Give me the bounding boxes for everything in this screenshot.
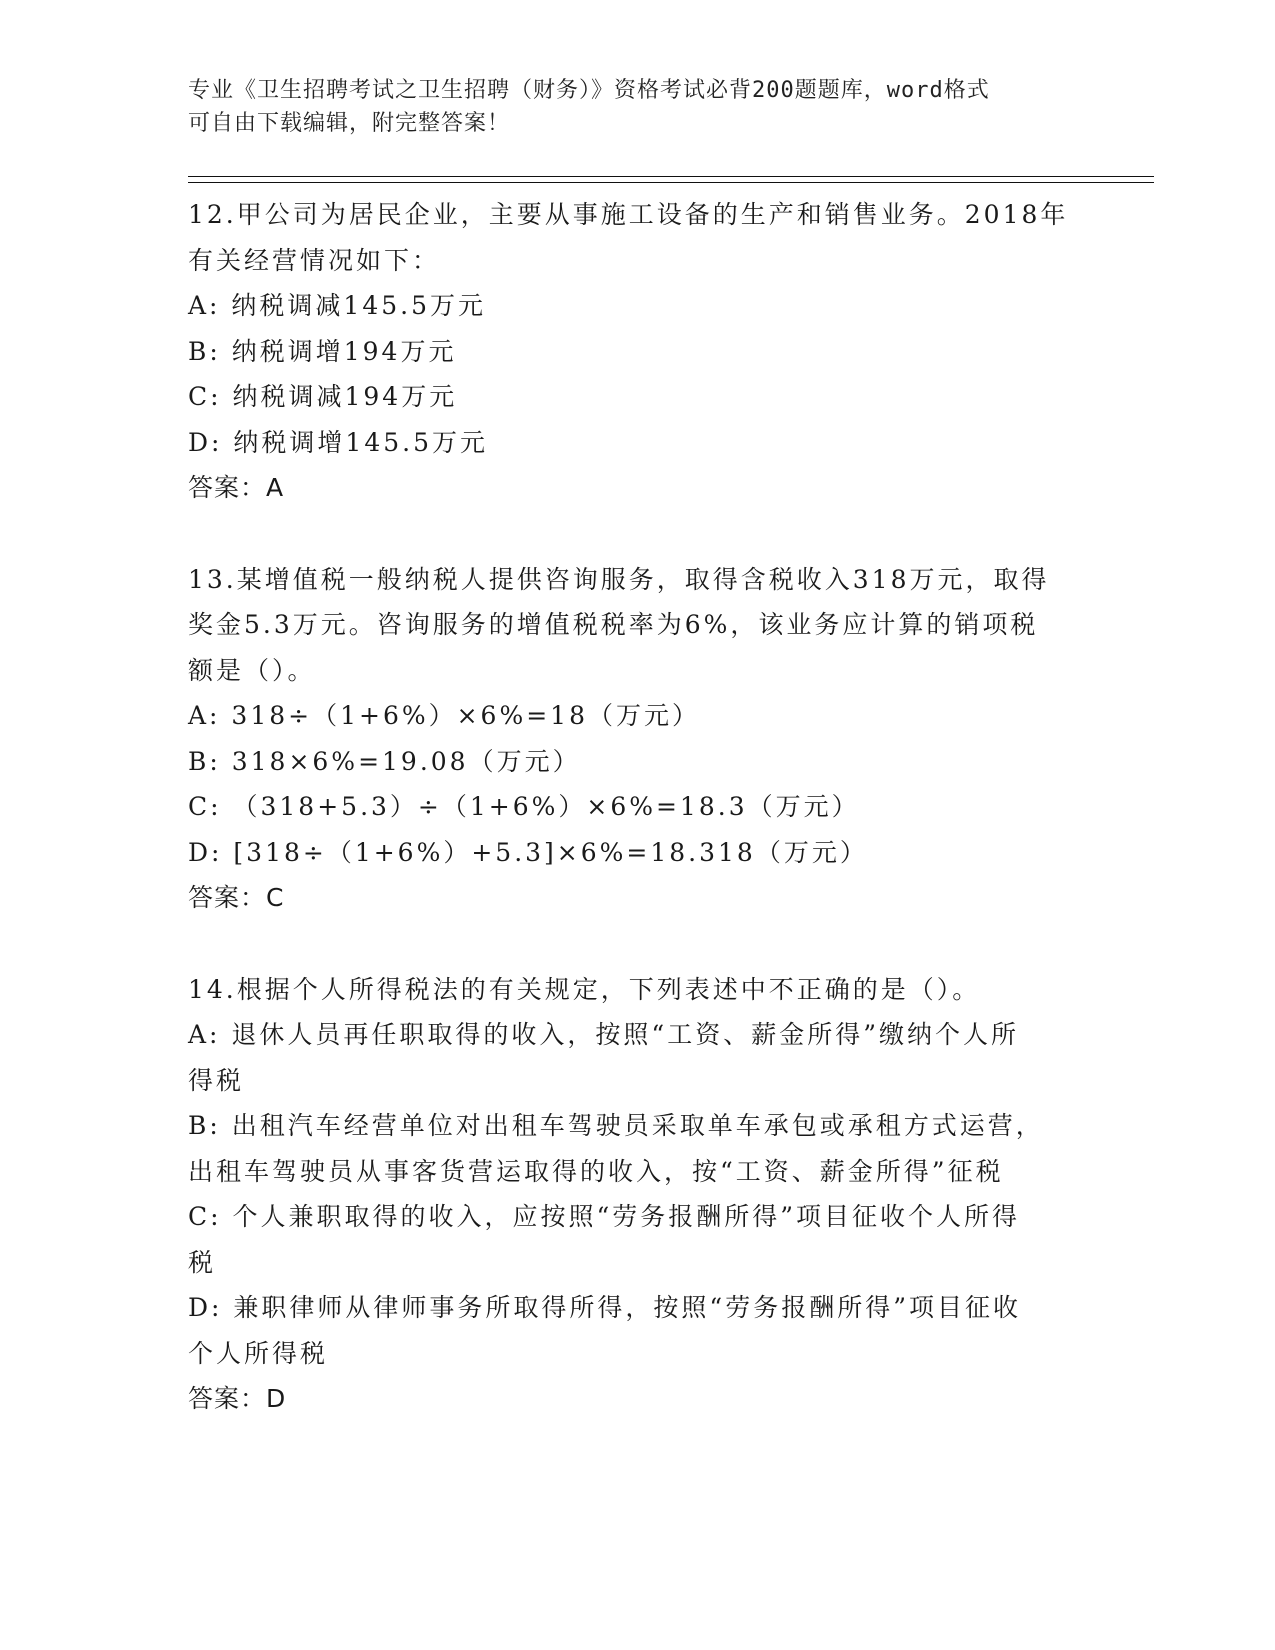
question-14 bbox=[188, 967, 1088, 1422]
option-d-continued: 个人所得税 bbox=[188, 1338, 329, 1368]
option-b-continued: 出租车驾驶员从事客货营运取得的收入，按“工资、薪金所得”征税 bbox=[188, 1156, 1004, 1186]
option-a: A: 318÷（1+6%）×6%=18（万元） bbox=[188, 701, 700, 730]
document-header bbox=[188, 74, 1088, 140]
option-b: B: 318×6%=19.08（万元） bbox=[188, 746, 581, 776]
answer: 答案：C bbox=[188, 883, 285, 912]
option-c: C: 个人兼职取得的收入，应按照“劳务报酬所得”项目征收个人所得 bbox=[188, 1202, 1021, 1231]
option-c-continued: 税 bbox=[188, 1247, 217, 1277]
answer: 答案：D bbox=[188, 1384, 287, 1413]
question-12 bbox=[188, 192, 1088, 511]
question-stem: 额是（）。 bbox=[188, 655, 316, 685]
option-d: D: [318÷（1+6%）+5.3]×6%=18.318（万元） bbox=[188, 837, 868, 867]
option-a: A: 纳税调减145.5万元 bbox=[188, 291, 486, 320]
header-line: 可自由下载编辑，附完整答案！ bbox=[188, 111, 511, 136]
header-divider bbox=[188, 182, 1154, 183]
question-stem: 奖金5.3万元。咨询服务的增值税税率为6%，该业务应计算的销项税 bbox=[188, 610, 1039, 639]
option-b: B: 纳税调增194万元 bbox=[188, 336, 457, 366]
question-stem: 14.根据个人所得税法的有关规定，下列表述中不正确的是（）。 bbox=[188, 974, 981, 1004]
option-c: C: （318+5.3）÷（1+6%）×6%=18.3（万元） bbox=[188, 792, 860, 821]
option-b: B: 出租汽车经营单位对出租车驾驶员采取单车承包或承租方式运营， bbox=[188, 1111, 1044, 1140]
option-a: A: 退休人员再任职取得的收入，按照“工资、薪金所得”缴纳个人所 bbox=[188, 1020, 1019, 1049]
option-d: D: 纳税调增145.5万元 bbox=[188, 427, 488, 457]
header-line: 专业《卫生招聘考试之卫生招聘（财务）》资格考试必背200题题库，word格式 bbox=[188, 78, 990, 103]
question-stem: 12.甲公司为居民企业，主要从事施工设备的生产和销售业务。2018年 bbox=[188, 200, 1069, 229]
option-c: C: 纳税调减194万元 bbox=[188, 382, 458, 411]
question-stem: 13.某增值税一般纳税人提供咨询服务，取得含税收入318万元，取得 bbox=[188, 564, 1050, 594]
question-13 bbox=[188, 557, 1088, 921]
option-a-continued: 得税 bbox=[188, 1065, 245, 1095]
question-stem: 有关经营情况如下： bbox=[188, 245, 441, 275]
answer: 答案：A bbox=[188, 473, 285, 502]
question-list bbox=[188, 192, 1088, 1468]
header-divider bbox=[188, 176, 1154, 177]
option-d: D: 兼职律师从律师事务所取得所得，按照“劳务报酬所得”项目征收 bbox=[188, 1293, 1021, 1322]
